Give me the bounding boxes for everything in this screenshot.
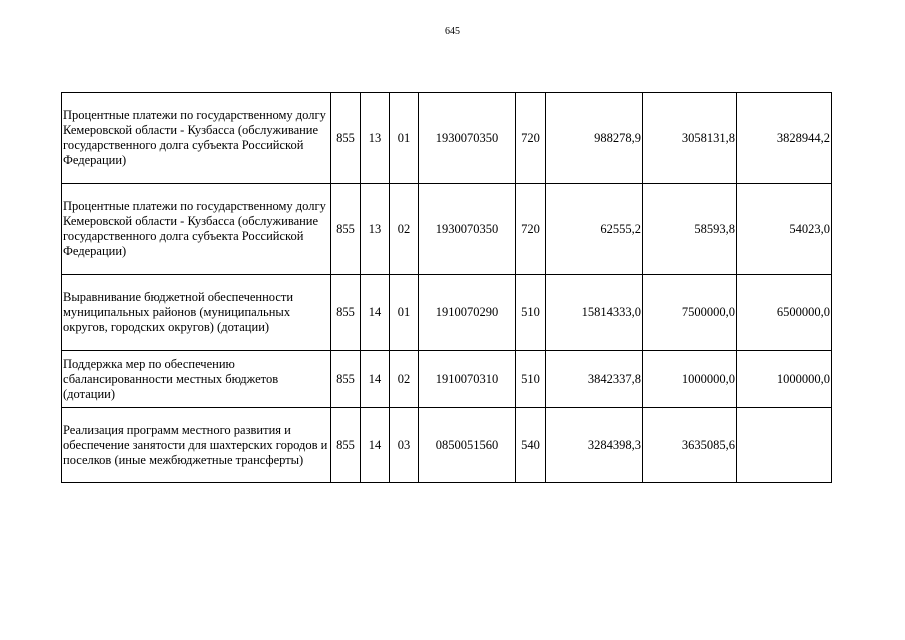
expense-type-cell: 720: [516, 93, 546, 184]
section-cell: 14: [361, 408, 390, 483]
table-row: [62, 275, 832, 351]
target-article-cell: 1930070350: [419, 93, 516, 184]
amount-2-cell: 3635085,6: [643, 408, 737, 483]
subsection-cell: 01: [390, 93, 419, 184]
amount-2-cell: 1000000,0: [643, 351, 737, 408]
section-cell: 13: [361, 184, 390, 275]
subsection-cell: 03: [390, 408, 419, 483]
amount-2-cell: 7500000,0: [643, 275, 737, 351]
amount-1-cell: 3842337,8: [546, 351, 643, 408]
table-row: [62, 93, 832, 184]
expense-name-cell: Процентные платежи по государственному долгу Кемеровской области - Кузбасса (обслуживание государственного долга субъекта Российской Федерации): [62, 184, 331, 275]
expense-type-cell: 540: [516, 408, 546, 483]
expense-type-cell: 720: [516, 184, 546, 275]
amount-3-cell: 6500000,0: [737, 275, 832, 351]
page-number: 645: [445, 26, 460, 37]
expense-type-cell: 510: [516, 275, 546, 351]
grbs-cell: 855: [331, 351, 361, 408]
amount-2-cell: 58593,8: [643, 184, 737, 275]
subsection-cell: 01: [390, 275, 419, 351]
expense-name-cell: Реализация программ местного развития и обеспечение занятости для шахтерских городов и поселков (иные межбюджетные трансферты): [62, 408, 331, 483]
target-article-cell: 1930070350: [419, 184, 516, 275]
table-row: [62, 184, 832, 275]
target-article-cell: 1910070290: [419, 275, 516, 351]
section-cell: 14: [361, 275, 390, 351]
amount-2-cell: 3058131,8: [643, 93, 737, 184]
budget-table: [61, 92, 832, 483]
amount-3-cell: 3828944,2: [737, 93, 832, 184]
table-row: [62, 408, 832, 483]
amount-3-cell: 1000000,0: [737, 351, 832, 408]
amount-1-cell: 988278,9: [546, 93, 643, 184]
expense-type-cell: 510: [516, 351, 546, 408]
amount-1-cell: 62555,2: [546, 184, 643, 275]
target-article-cell: 1910070310: [419, 351, 516, 408]
expense-name-cell: Процентные платежи по государственному долгу Кемеровской области - Кузбасса (обслуживание государственного долга субъекта Российской Федерации): [62, 93, 331, 184]
expense-name-cell: Поддержка мер по обеспечению сбалансированности местных бюджетов (дотации): [62, 351, 331, 408]
amount-1-cell: 15814333,0: [546, 275, 643, 351]
table-row: [62, 351, 832, 408]
grbs-cell: 855: [331, 408, 361, 483]
subsection-cell: 02: [390, 351, 419, 408]
grbs-cell: 855: [331, 184, 361, 275]
grbs-cell: 855: [331, 93, 361, 184]
target-article-cell: 0850051560: [419, 408, 516, 483]
section-cell: 14: [361, 351, 390, 408]
amount-1-cell: 3284398,3: [546, 408, 643, 483]
subsection-cell: 02: [390, 184, 419, 275]
section-cell: 13: [361, 93, 390, 184]
amount-3-cell: [737, 408, 832, 483]
expense-name-cell: Выравнивание бюджетной обеспеченности муниципальных районов (муниципальных округов, городских округов) (дотации): [62, 275, 331, 351]
grbs-cell: 855: [331, 275, 361, 351]
amount-3-cell: 54023,0: [737, 184, 832, 275]
